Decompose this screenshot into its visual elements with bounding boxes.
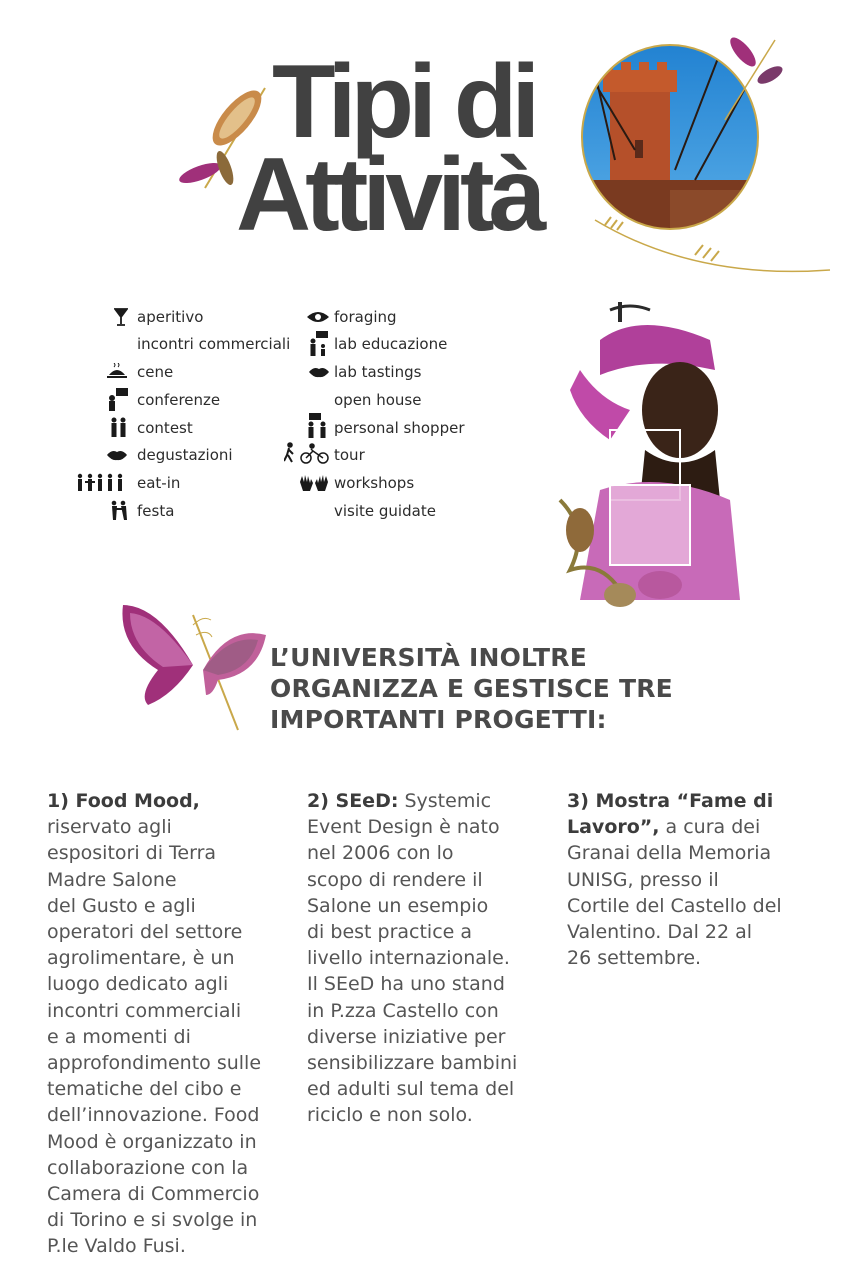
project-text-line: Salone un esempio bbox=[307, 894, 489, 917]
project-text-line: diverse iniziative per bbox=[307, 1025, 506, 1048]
project-text-line: Cortile del Castello del bbox=[567, 894, 782, 917]
lips-icon bbox=[70, 442, 128, 468]
project-text-line: Il SEeD ha uno stand bbox=[307, 973, 505, 996]
project-lead: 3) Mostra “Fame di bbox=[567, 790, 774, 812]
section-heading-line-1: L’UNIVERSITÀ INOLTRE bbox=[270, 643, 588, 672]
project-text-line: riservato agli bbox=[47, 816, 172, 839]
project-text-line: nel 2006 con lo bbox=[307, 842, 454, 865]
project-text-line: del Gusto e agli bbox=[47, 894, 196, 917]
project-food-mood bbox=[47, 788, 292, 1260]
activity-label-foraging: foraging bbox=[334, 308, 397, 326]
serving-dish-icon bbox=[70, 359, 128, 385]
project-text-line: incontri commerciali bbox=[47, 999, 242, 1022]
project-text-line: Mood è organizzato in bbox=[47, 1130, 257, 1153]
project-text-line: collaborazione con la bbox=[47, 1156, 249, 1179]
page-title-line-2: Attività bbox=[236, 137, 541, 253]
project-text-line: UNISG, presso il bbox=[567, 868, 719, 891]
walker-bicycle-icon bbox=[280, 440, 330, 466]
activity-label-degustazioni: degustazioni bbox=[137, 446, 233, 464]
project-text-line: dell’innovazione. Food bbox=[47, 1104, 260, 1127]
project-text-line: Valentino. Dal 22 al bbox=[567, 921, 753, 944]
section-heading-line-2: ORGANIZZA E GESTISCE TRE bbox=[270, 674, 673, 703]
hands-icon bbox=[290, 470, 330, 496]
project-text-line: Camera di Commercio bbox=[47, 1183, 260, 1206]
activity-label-cene: cene bbox=[137, 363, 174, 381]
project-lead-rest: Systemic bbox=[398, 790, 492, 812]
project-text-line: scopo di rendere il bbox=[307, 868, 483, 891]
page-title-line-1: Tipi di bbox=[272, 44, 535, 160]
activity-label-visite-guidate: visite guidate bbox=[334, 502, 436, 520]
activity-label-contest: contest bbox=[137, 419, 193, 437]
project-text-line: agrolimentare, è un bbox=[47, 947, 235, 970]
project-text-line: in P.zza Castello con bbox=[307, 999, 499, 1022]
activity-label-lab-educazione: lab educazione bbox=[334, 335, 448, 353]
project-text-line: Madre Salone bbox=[47, 868, 177, 891]
project-text-line: di Torino e si svolge in bbox=[47, 1209, 258, 1232]
project-lead: 1) Food Mood, bbox=[47, 790, 200, 812]
project-text-line: approfondimento sulle bbox=[47, 1052, 262, 1075]
project-text-line: livello internazionale. bbox=[307, 947, 510, 970]
cocktail-glass-icon bbox=[70, 304, 128, 330]
section-heading bbox=[270, 642, 830, 735]
activity-label-incontri-commerciali: incontri commerciali bbox=[137, 335, 291, 353]
project-text-line: ed adulti sul tema del bbox=[307, 1078, 515, 1101]
section-heading-line-3: IMPORTANTI PROGETTI: bbox=[270, 705, 607, 734]
project-text-line: sensibilizzare bambini bbox=[307, 1052, 518, 1075]
project-lead: 2) SEeD: bbox=[307, 790, 399, 812]
project-text-line: P.le Valdo Fusi. bbox=[47, 1235, 186, 1258]
butterfly-illustration-center bbox=[118, 595, 268, 735]
project-text-line: riciclo e non solo. bbox=[307, 1104, 473, 1127]
lips-icon bbox=[290, 359, 330, 385]
project-mostra-fame-di-lavoro bbox=[567, 788, 827, 971]
eye-icon bbox=[290, 304, 330, 330]
project-text-line: operatori del settore bbox=[47, 921, 243, 944]
activity-label-personal-shopper: personal shopper bbox=[334, 419, 465, 437]
activity-label-festa: festa bbox=[137, 502, 175, 520]
project-text-line: e a momenti di bbox=[47, 1025, 191, 1048]
project-text-line: tematiche del cibo e bbox=[47, 1078, 242, 1101]
project-seed bbox=[307, 788, 552, 1129]
project-lead: Lavoro”, bbox=[567, 816, 660, 839]
activity-label-aperitivo: aperitivo bbox=[137, 308, 204, 326]
dancing-couple-icon bbox=[70, 498, 128, 524]
project-text-line: espositori di Terra bbox=[47, 842, 217, 865]
project-text-line: Granai della Memoria bbox=[567, 842, 772, 865]
project-text-line: 26 settembre. bbox=[567, 947, 702, 970]
activity-label-conferenze: conferenze bbox=[137, 391, 221, 409]
activity-label-open-house: open house bbox=[334, 391, 422, 409]
speaker-icon bbox=[70, 387, 128, 413]
shopper-icon bbox=[290, 413, 330, 439]
teacher-child-icon bbox=[290, 331, 330, 357]
activity-label-eat-in: eat-in bbox=[137, 474, 181, 492]
project-text-line: Event Design è nato bbox=[307, 816, 500, 839]
group-people-icon bbox=[70, 470, 128, 496]
project-lead-rest: a cura dei bbox=[659, 816, 761, 839]
activity-label-workshops: workshops bbox=[334, 474, 415, 492]
project-text-line: luogo dedicato agli bbox=[47, 973, 229, 996]
woman-collage-illustration bbox=[540, 300, 775, 612]
activity-label-tour: tour bbox=[334, 446, 365, 464]
castle-tower-photo bbox=[575, 30, 840, 280]
people-pair-icon bbox=[70, 415, 128, 441]
project-text-line: di best practice a bbox=[307, 921, 473, 944]
activity-label-lab-tastings: lab tastings bbox=[334, 363, 422, 381]
